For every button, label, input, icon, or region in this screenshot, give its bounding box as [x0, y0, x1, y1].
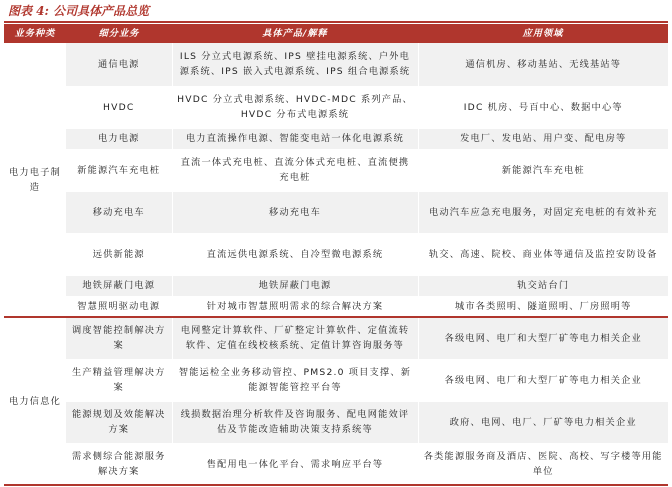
application-cell: 各类能源服务商及酒店、医院、高校、写字楼等用能单位: [418, 443, 668, 485]
segment-cell: 生产精益管理解决方案: [66, 359, 172, 401]
application-cell: 城市各类照明、隧道照明、厂房照明等: [418, 296, 668, 317]
table-row: [4, 359, 668, 401]
product-cell: ILS 分立式电源系统、IPS 壁挂电源系统、户外电源系统、IPS 嵌入式电源系统、IPS 组合电源系统: [172, 43, 418, 86]
table-row: [4, 275, 668, 296]
application-cell: 通信机房、移动基站、无线基站等: [418, 43, 668, 86]
table-row: [4, 296, 668, 317]
header-product: 具体产品/解释: [172, 24, 418, 43]
application-cell: 轨交站台门: [418, 275, 668, 296]
table-row: [4, 128, 668, 149]
application-cell: 政府、电网、电厂、厂矿等电力相关企业: [418, 401, 668, 443]
product-cell: 电网整定计算软件、厂矿整定计算软件、定值流转软件、定值在线校核系统、定值计算咨询服务等: [172, 317, 418, 359]
table-row: [4, 149, 668, 191]
segment-cell: 远供新能源: [66, 233, 172, 275]
segment-cell: 能源规划及效能解决方案: [66, 401, 172, 443]
table-row: [4, 401, 668, 443]
product-cell: 电力直流操作电源、智能变电站一体化电源系统: [172, 128, 418, 149]
segment-cell: 需求侧综合能源服务解决方案: [66, 443, 172, 485]
table-header-row: [4, 24, 668, 43]
table-row: [4, 43, 668, 86]
segment-cell: 移动充电车: [66, 191, 172, 233]
header-segment: 细分业务: [66, 24, 172, 43]
table-caption: 图表 4: 公司具体产品总览: [4, 3, 668, 23]
segment-cell: 新能源汽车充电桩: [66, 149, 172, 191]
product-cell: 直流远供电源系统、自冷型微电源系统: [172, 233, 418, 275]
product-cell: 售配用电一体化平台、需求响应平台等: [172, 443, 418, 485]
segment-cell: 智慧照明驱动电源: [66, 296, 172, 317]
product-cell: 线损数据治理分析软件及咨询服务、配电网能效评估及节能改造辅助决策支持系统等: [172, 401, 418, 443]
segment-cell: HVDC: [66, 86, 172, 128]
segment-cell: 地铁屏蔽门电源: [66, 275, 172, 296]
application-cell: 发电厂、发电站、用户变、配电房等: [418, 128, 668, 149]
product-cell: 地铁屏蔽门电源: [172, 275, 418, 296]
application-cell: 电动汽车应急充电服务，对固定充电桩的有效补充: [418, 191, 668, 233]
product-cell: 直流一体式充电桩、直流分体式充电桩、直流便携充电桩: [172, 149, 418, 191]
product-cell: HVDC 分立式电源系统、HVDC-MDC 系列产品、HVDC 分布式电源系统: [172, 86, 418, 128]
product-cell: 移动充电车: [172, 191, 418, 233]
application-cell: 新能源汽车充电桩: [418, 149, 668, 191]
segment-cell: 电力电源: [66, 128, 172, 149]
application-cell: 各级电网、电厂和大型厂矿等电力相关企业: [418, 359, 668, 401]
segment-cell: 通信电源: [66, 43, 172, 86]
application-cell: 轨交、高速、院校、商业体等通信及监控安防设备: [418, 233, 668, 275]
table-row: [4, 86, 668, 128]
application-cell: 各级电网、电厂和大型厂矿等电力相关企业: [418, 317, 668, 359]
product-cell: 智能运检全业务移动管控、PMS2.0 项目支撑、新能源智能管控平台等: [172, 359, 418, 401]
product-cell: 针对城市智慧照明需求的综合解决方案: [172, 296, 418, 317]
application-cell: IDC 机房、号百中心、数据中心等: [418, 86, 668, 128]
table-row: [4, 191, 668, 233]
table-bottom-rule: [4, 484, 668, 486]
group-name-power-informatization: 电力信息化: [4, 317, 66, 485]
table-row: [4, 317, 668, 359]
table-row: [4, 233, 668, 275]
segment-cell: 调度智能控制解决方案: [66, 317, 172, 359]
header-business-type: 业务种类: [4, 24, 66, 43]
product-overview-table: [4, 24, 668, 486]
table-row: [4, 443, 668, 485]
group-name-power-electronics: 电力电子制造: [4, 43, 66, 317]
header-application: 应用领域: [418, 24, 668, 43]
